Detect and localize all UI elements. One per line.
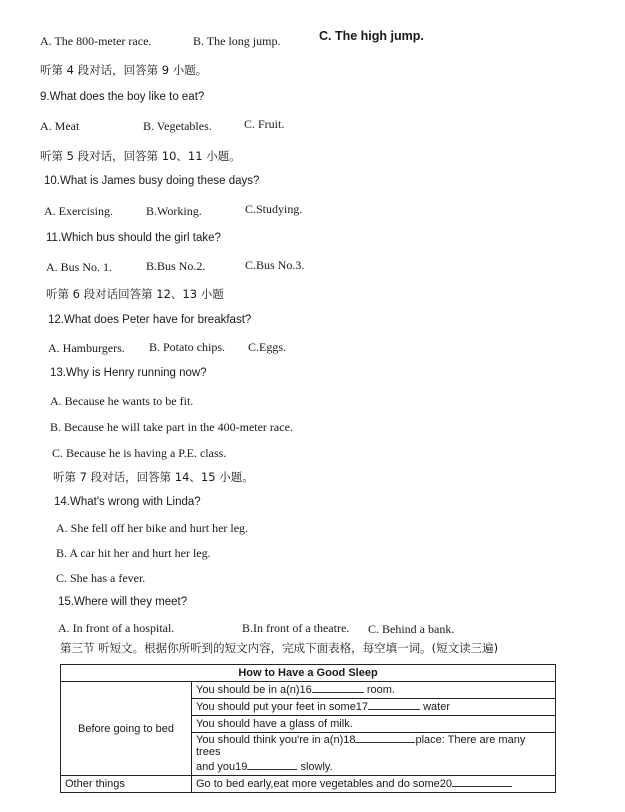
- part3-instruction: 第三节 听短文。根据你所听到的短文内容，完成下面表格，每空填一词。(短文读三遍): [60, 641, 499, 655]
- category-other-things: Other things: [61, 776, 192, 793]
- q13-question: 13.Why is Henry running now?: [50, 367, 207, 379]
- q8-option-b: B. The long jump.: [193, 34, 281, 48]
- q10-option-a: A. Exercising.: [44, 204, 113, 218]
- row4b-text: and you19: [196, 761, 248, 773]
- row2-end: water: [423, 701, 451, 713]
- row3-text: You should have a glass of milk.: [192, 716, 556, 733]
- blank-18[interactable]: [355, 742, 415, 743]
- q15-option-c: C. Behind a bank.: [368, 622, 455, 636]
- table-row: [192, 733, 556, 760]
- q15-option-b: B.In front of a theatre.: [242, 621, 350, 635]
- row1-text: You should be in a(n)16: [196, 684, 312, 696]
- q10-option-c: C.Studying.: [245, 202, 303, 216]
- q11-option-a: A. Bus No. 1.: [46, 260, 113, 274]
- table-row: [192, 776, 556, 793]
- section7-instruction: 听第 7 段对话，回答第 14、15 小题。: [53, 470, 254, 484]
- q14-option-c: C. She has a fever.: [56, 571, 146, 585]
- blank-16[interactable]: [312, 692, 364, 693]
- q12-question: 12.What does Peter have for breakfast?: [48, 314, 252, 326]
- q8-option-c: C. The high jump.: [319, 29, 424, 43]
- table-row: [192, 699, 556, 716]
- q14-option-b: B. A car hit her and hurt her leg.: [56, 546, 211, 560]
- q14-question: 14.What's wrong with Linda?: [54, 496, 201, 508]
- q13-option-c: C. Because he is having a P.E. class.: [52, 446, 227, 460]
- row4-text: You should think you're in a(n)18: [196, 734, 356, 746]
- q10-option-b: B.Working.: [146, 204, 202, 218]
- table-row: [192, 682, 556, 699]
- category-before-bed: Before going to bed: [61, 682, 192, 776]
- q12-option-b: B. Potato chips.: [149, 340, 226, 354]
- q11-option-b: B.Bus No.2.: [146, 259, 206, 273]
- q10-question: 10.What is James busy doing these days?: [44, 175, 260, 187]
- row4b-end: slowly.: [300, 761, 333, 773]
- section5-instruction: 听第 5 段对话，回答第 10、11 小题。: [40, 149, 241, 163]
- q12-option-c: C.Eggs.: [248, 340, 287, 354]
- q15-question: 15.Where will they meet?: [58, 596, 188, 608]
- q8-option-a: A. The 800-meter race.: [40, 34, 152, 48]
- q11-option-c: C.Bus No.3.: [245, 258, 305, 272]
- blank-20[interactable]: [452, 786, 512, 787]
- row1-end: room.: [366, 684, 395, 696]
- q15-option-a: A. In front of a hospital.: [58, 621, 175, 635]
- table-title: How to Have a Good Sleep: [61, 665, 556, 682]
- good-sleep-table: [60, 664, 556, 793]
- q9-option-b: B. Vegetables.: [143, 119, 212, 133]
- section6-instruction: 听第 6 段对话回答第 12、13 小题: [46, 287, 224, 301]
- row4-end: place: There are many trees: [196, 734, 526, 758]
- table-row: [192, 759, 556, 776]
- q13-option-b: B. Because he will take part in the 400-meter race.: [50, 420, 293, 434]
- section4-instruction: 听第 4 段对话，回答第 9 小题。: [40, 63, 208, 77]
- q12-option-a: A. Hamburgers.: [48, 341, 125, 355]
- q14-option-a: A. She fell off her bike and hurt her leg.: [56, 521, 249, 535]
- q9-question: 9.What does the boy like to eat?: [40, 91, 205, 103]
- row2-text: You should put your feet in some17: [196, 701, 369, 713]
- blank-19[interactable]: [247, 769, 297, 770]
- row5-text: Go to bed early,eat more vegetables and do some20: [196, 778, 453, 790]
- q9-option-c: C. Fruit.: [244, 117, 285, 131]
- q13-option-a: A. Because he wants to be fit.: [50, 394, 194, 408]
- q11-question: 11.Which bus should the girl take?: [46, 232, 221, 244]
- blank-17[interactable]: [368, 709, 420, 710]
- q9-option-a: A. Meat: [40, 119, 80, 133]
